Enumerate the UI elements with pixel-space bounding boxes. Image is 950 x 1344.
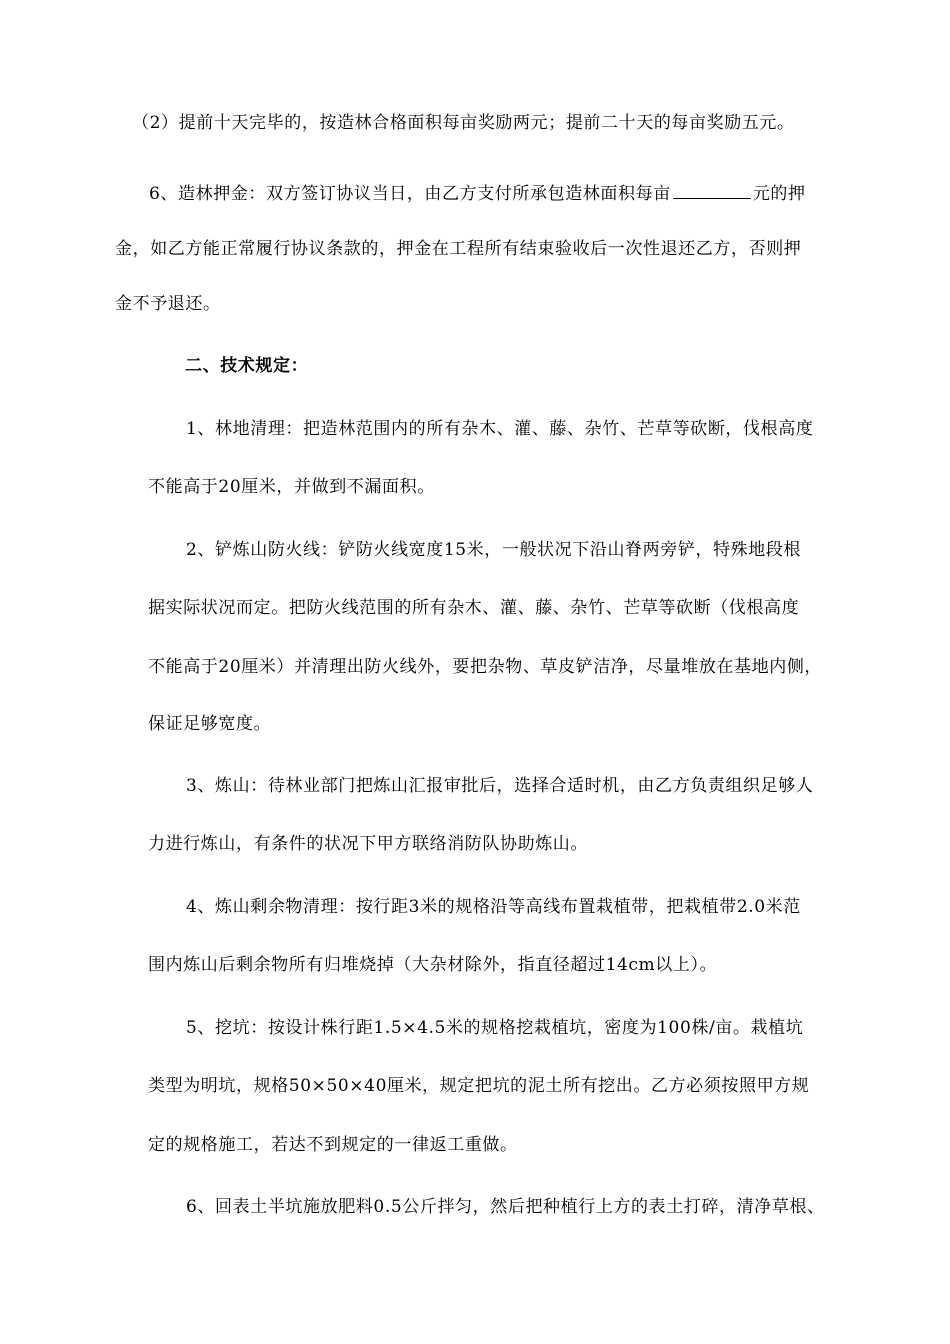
text-line-land-clearing: 1、林地清理：把造林范围内的所有杂木、灌、藤、杂竹、芒草等砍断，伐根高度	[186, 419, 814, 439]
text-line-residue: 4、炼山剩余物清理：按行距3米的规格沿等高线布置栽植带，把栽植带2.0米范	[186, 897, 801, 917]
text-line-reward-clause: （2）提前十天完毕的，按造林合格面积每亩奖励两元；提前二十天的每亩奖励五元。	[132, 113, 795, 133]
section-heading-technical: 二、技术规定：	[185, 356, 309, 376]
text-line-deposit-end: 金不予退还。	[115, 294, 221, 314]
text-line-firebreak: 2、铲炼山防火线：铲防火线宽度15米，一般状况下沿山脊两旁铲，特殊地段根	[186, 540, 802, 560]
text-line-land-clearing-end: 不能高于20厘米，并做到不漏面积。	[148, 477, 435, 497]
text-line-backfill: 6、回表土半坑施放肥料0.5公斤拌匀，然后把种植行上方的表土打碎，清净草根、	[186, 1197, 825, 1217]
text-line-digging-end: 定的规格施工，若达不到规定的一律返工重做。	[148, 1135, 518, 1155]
text-line-digging-2: 类型为明坑，规格50×50×40厘米，规定把坑的泥土所有挖出。乙方必须按照甲方规	[148, 1076, 810, 1096]
text-line-deposit-continued: 金，如乙方能正常履行协议条款的，押金在工程所有结束验收后一次性退还乙方，否则押	[115, 239, 802, 259]
text-line-burning: 3、炼山：待林业部门把炼山汇报审批后，选择合适时机，由乙方负责组织足够人	[186, 776, 814, 796]
deposit-clause-end: 元的押	[752, 184, 806, 204]
text-line-firebreak-2: 据实际状况而定。把防火线范围的所有杂木、灌、藤、杂竹、芒草等砍断（伐根高度	[148, 598, 800, 618]
deposit-amount-blank	[673, 180, 751, 199]
text-line-firebreak-end: 保证足够宽度。	[148, 714, 272, 734]
deposit-clause-start: 6、造林押金：双方签订协议当日，由乙方支付所承包造林面积每亩	[149, 184, 671, 204]
text-line-digging: 5、挖坑：按设计株行距1.5×4.5米的规格挖栽植坑，密度为100株/亩。栽植坑	[186, 1018, 804, 1038]
text-line-burning-end: 力进行炼山，有条件的状况下甲方联络消防队协助炼山。	[148, 834, 588, 854]
text-line-firebreak-3: 不能高于20厘米）并清理出防火线外，要把杂物、草皮铲洁净，尽量堆放在基地内侧，	[148, 657, 823, 677]
text-line-deposit-clause	[149, 180, 806, 206]
text-line-residue-end: 围内炼山后剩余物所有归堆烧掉（大杂材除外，指直径超过14cm以上）。	[148, 955, 718, 975]
